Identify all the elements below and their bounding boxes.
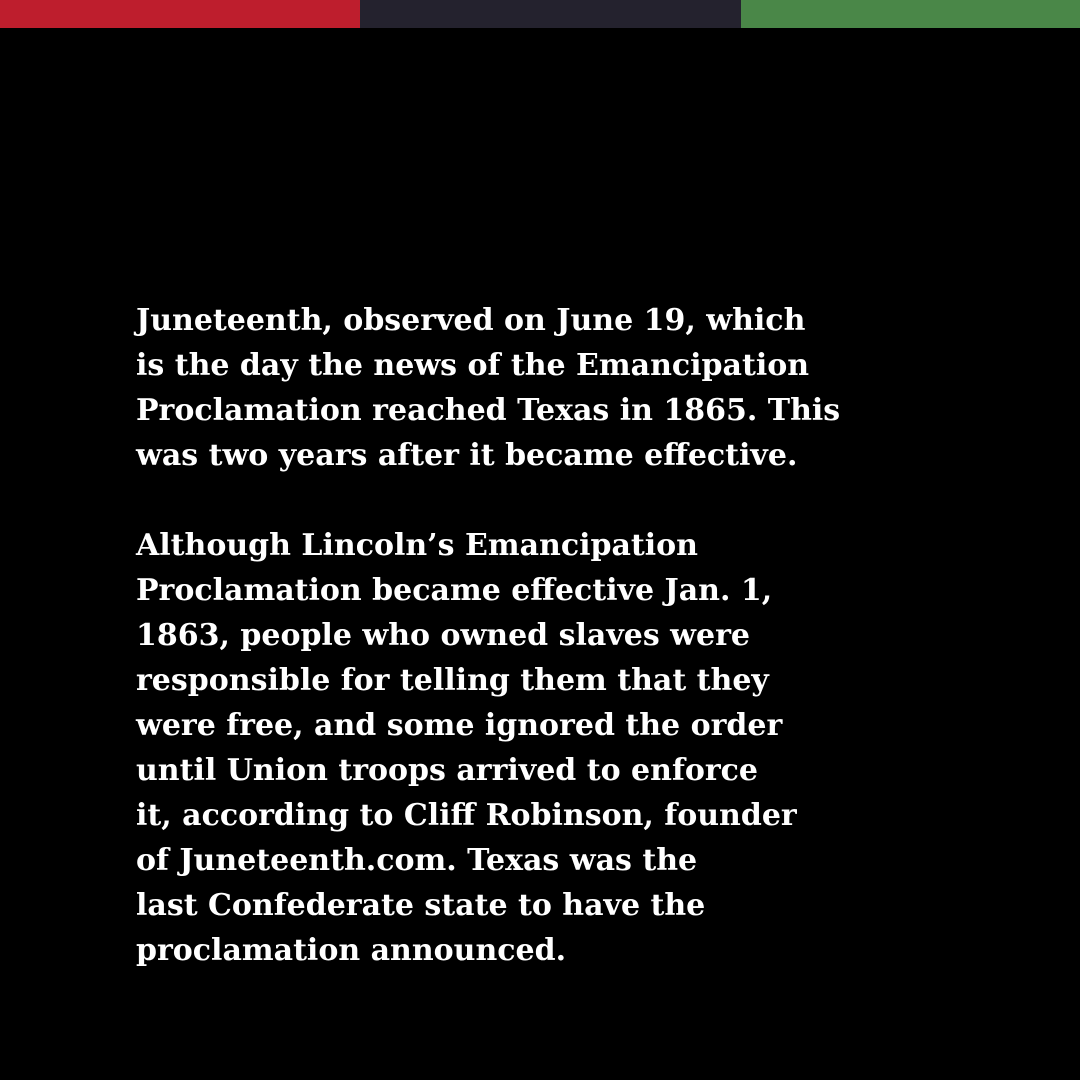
- paragraph-gap: [136, 478, 836, 523]
- paragraph-2-line: it, according to Cliff Robinson, founder: [136, 798, 797, 833]
- paragraph-2: [136, 523, 836, 973]
- paragraph-2-line: until Union troops arrived to enforce: [136, 753, 759, 788]
- color-bar-green-segment: [741, 0, 1080, 28]
- paragraph-2-line: were free, and some ignored the order: [136, 708, 783, 743]
- paragraph-1: [136, 298, 841, 478]
- paragraph-1-line: Juneteenth, observed on June 19, which: [136, 303, 806, 338]
- paragraph-2-line: 1863, people who owned slaves were: [136, 618, 750, 653]
- paragraph-2-line: proclamation announced.: [136, 933, 567, 968]
- paragraph-2-line: Although Lincoln’s Emancipation: [136, 528, 698, 563]
- color-bar-dark-segment: [360, 0, 741, 28]
- paragraph-2-line: last Confederate state to have the: [136, 888, 706, 923]
- top-color-bar: [0, 0, 1080, 28]
- paragraph-2-line: Proclamation became effective Jan. 1,: [136, 573, 773, 608]
- paragraph-1-line: is the day the news of the Emancipation: [136, 348, 810, 383]
- color-bar-red-segment: [0, 0, 360, 28]
- paragraph-1-line: was two years after it became effective.: [136, 438, 798, 473]
- paragraph-2-line: responsible for telling them that they: [136, 663, 769, 698]
- paragraph-1-line: Proclamation reached Texas in 1865. This: [136, 393, 841, 428]
- body-text: [136, 298, 841, 973]
- paragraph-2-line: of Juneteenth.com. Texas was the: [136, 843, 698, 878]
